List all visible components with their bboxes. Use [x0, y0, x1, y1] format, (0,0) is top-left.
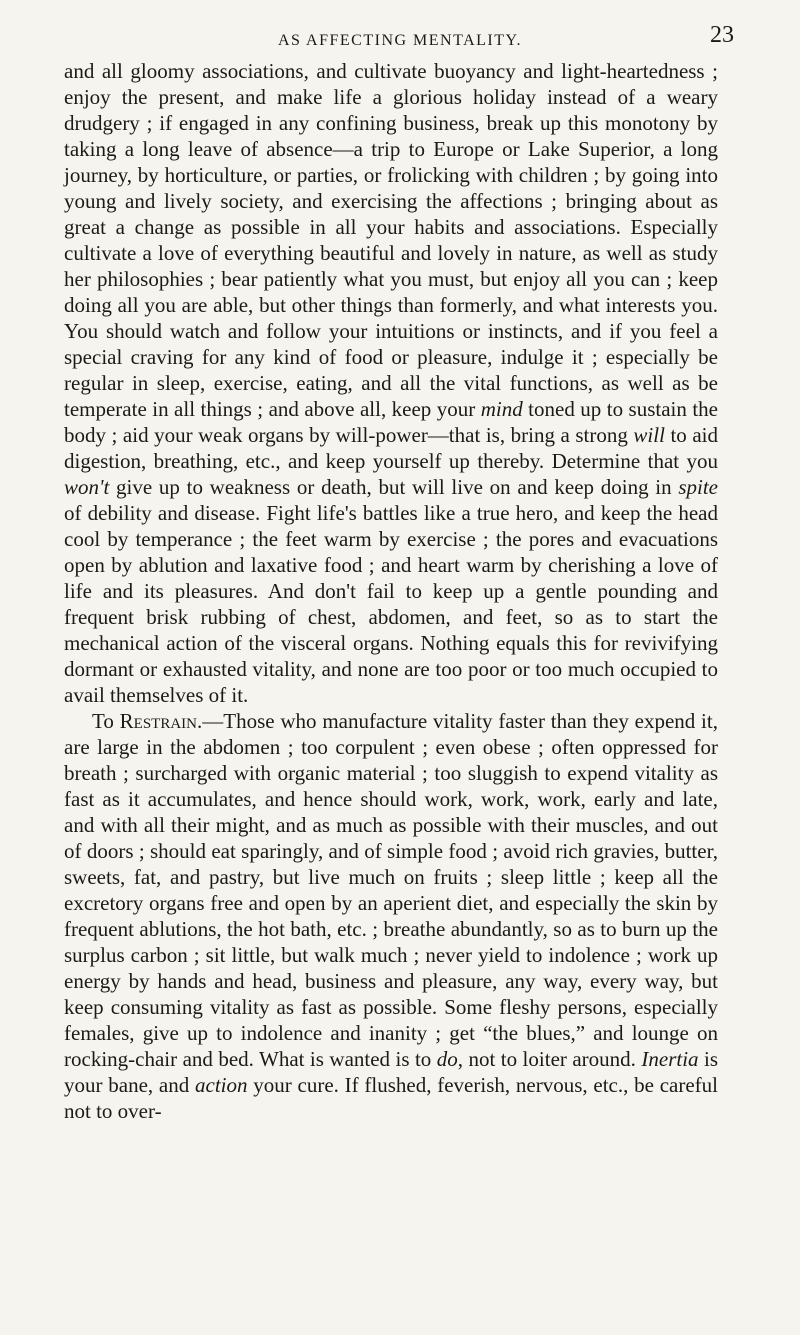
italic-wont: won't — [64, 475, 110, 499]
text-run: your cure. If flushed, feverish, nervous, etc., be careful not to over- — [64, 1073, 718, 1123]
paragraph-1 — [64, 58, 718, 708]
paragraph-2 — [64, 708, 718, 1124]
running-head — [0, 14, 800, 54]
italic-mind: mind — [480, 397, 523, 421]
text-run: , not to loiter around. — [457, 1047, 642, 1071]
text-run: of debility and disease. Fight life's battles like a true hero, and keep the head cool by temperance ; the feet warm by exercise ; the pores and evacuations open by ablution and laxative food ; and heart warm by cherishing a love of life and its pleasures. And don't fail to keep up a gentle pounding and frequent brisk rubbing of chest, abdomen, and feet, so as to start the mechanical action of the visceral organs. Nothing equals this for revivifying dormant or exhausted vitality, and none are too poor or too much occupied to avail themselves of it. — [64, 501, 718, 707]
italic-action: action — [195, 1073, 248, 1097]
italic-inertia: Inertia — [641, 1047, 699, 1071]
italic-do: do — [436, 1047, 458, 1071]
body-text — [64, 58, 718, 1124]
page-number: 23 — [710, 22, 734, 48]
text-run: and all gloomy associations, and cultivate buoyancy and light-heartedness ; enjoy the present, and make life a glorious holiday instead of a weary drudgery ; if engaged in any confining business, break up this monotony by taking a long leave of absence—a trip to Europe or Lake Superior, a long journey, by horticulture, or parties, or frolicking with children ; by going into young and lively society, and exercising the affections ; bringing about as great a change as possible in all your habits and associations. Especially cultivate a love of everything beautiful and lovely in nature, as well as study her philosophies ; bear patiently what you must, but enjoy all you can ; keep doing all you are able, but other things than formerly, and what interests you. You should watch and follow your intuitions or instincts, and if you feel a special craving for any kind of food or pleasure, indulge it ; especially be regular in sleep, exercise, eating, and all the vital functions, as well as be temperate in all things ; and above all, keep your — [64, 59, 718, 421]
text-run: —Those who manufacture vitality faster than they expend it, are large in the abdomen ; too corpulent ; even obese ; often oppressed for breath ; surcharged with organic material ; too sluggish to expend vitality as fast as it accumulates, and hence should work, work, work, early and late, and with all their might, and as much as possible with their muscles, and out of doors ; should eat sparingly, and of simple food ; avoid rich gravies, butter, sweets, fat, and pastry, but live much on fruits ; sleep little ; keep all the excretory organs free and open by an aperient diet, and especially the skin by frequent ablutions, the hot bath, etc. ; breathe abundantly, so as to burn up the surplus carbon ; sit little, but walk much ; never yield to indolence ; work up energy by hands and head, business and pleasure, any way, every way, but keep consuming vitality as fast as possible. Some fleshy persons, especially females, give up to indolence and inanity ; get “the blues,” and lounge on rocking-chair and bed. What is wanted is to — [64, 709, 718, 1071]
text-run: toned up to sustain the body ; aid your weak organs by will-power—that is, bring a strong — [64, 397, 718, 447]
text-run: is your bane, and — [64, 1047, 718, 1097]
text-run: to aid digestion, breathing, etc., and keep yourself up thereby. Determine that you — [64, 423, 718, 473]
italic-will: will — [633, 423, 665, 447]
text-run: To — [92, 709, 120, 733]
section-heading-restrain: Restrain. — [119, 709, 203, 733]
text-run: give up to weakness or death, but will live on and keep doing in — [109, 475, 679, 499]
italic-spite: spite — [678, 475, 718, 499]
running-title: AS AFFECTING MENTALITY. — [277, 32, 523, 49]
